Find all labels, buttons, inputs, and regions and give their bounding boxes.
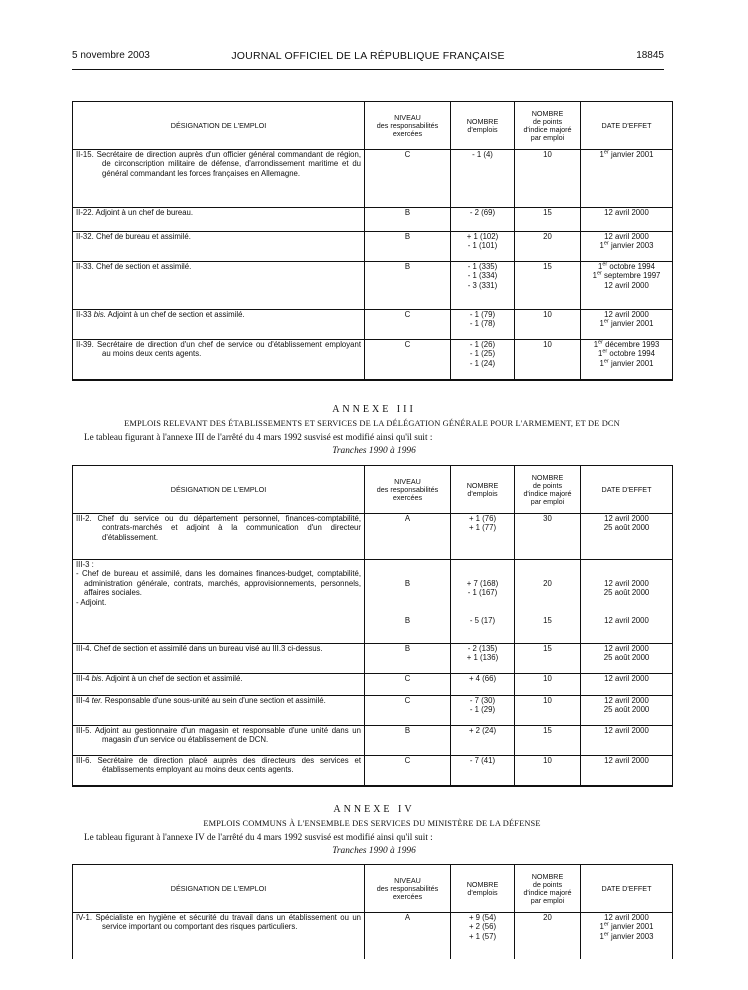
designation-cell (73, 262, 365, 310)
journal-title: JOURNAL OFFICIEL DE LA RÉPUBLIQUE FRANÇAISE (231, 50, 505, 62)
nombre-value: - 1 (167) (467, 588, 498, 598)
niveau-cell (365, 208, 451, 232)
designation-entry (76, 560, 361, 607)
col-nombre-line: d'emplois (467, 887, 498, 897)
points-value: 15 (543, 644, 552, 653)
emploi-text: Chef de section et assimilé dans un bureau visé au III.3 ci-dessus. (93, 644, 323, 653)
date-value: 1er septembre 1997 (592, 270, 661, 281)
designation-entry (76, 756, 361, 775)
nombre-cell (451, 514, 515, 560)
nombre-cell (451, 262, 515, 310)
designation-entry (76, 913, 361, 932)
nombre-cell (451, 644, 515, 674)
col-points (515, 102, 581, 150)
points-value: 10 (543, 756, 552, 765)
col-niveau (365, 865, 451, 913)
emploi-code: III-6. (76, 756, 92, 765)
date-cell (581, 208, 673, 232)
date-value: 1er janvier 2001 (599, 921, 654, 932)
points-cell (515, 208, 581, 232)
emploi-subitem: - Adjoint. (76, 597, 107, 607)
points-value: 20 (543, 913, 552, 922)
emploi-text: Secrétaire de direction placé auprès des directeurs des services et établissements employant au moins deux cents agents. (97, 756, 361, 775)
emploi-text: Chef de bureau et assimilé. (95, 232, 191, 241)
col-nombre-line: d'emplois (467, 124, 498, 134)
date-cell (581, 726, 673, 756)
nombre-value: - 1 (335) (467, 262, 498, 271)
emploi-text: Responsable d'une sous-unité au sein d'une section et assimilé. (104, 696, 326, 705)
col-niveau-line: des responsabilités (376, 484, 439, 494)
designation-cell (73, 644, 365, 674)
date-value: 12 avril 2000 (604, 232, 649, 241)
col-designation: DÉSIGNATION DE L'EMPLOI (73, 466, 365, 514)
col-nombre-line: NOMBRE (466, 480, 499, 490)
table-annex-3 (72, 465, 673, 787)
table-row (73, 644, 673, 674)
nombre-cell (451, 208, 515, 232)
niveau-value: A (404, 514, 411, 523)
col-nombre-line: d'emplois (467, 488, 498, 498)
niveau-cell (365, 913, 451, 959)
emploi-code: II-22. (76, 208, 94, 217)
date-value: 12 avril 2000 (604, 616, 649, 626)
nombre-cell (451, 310, 515, 340)
col-points-line: de points (532, 879, 563, 889)
points-value: 20 (543, 232, 552, 241)
date-value: 12 avril 2000 (604, 756, 649, 765)
points-cell (515, 310, 581, 340)
date-value: 25 août 2000 (603, 588, 650, 598)
date-value: 12 avril 2000 (604, 644, 649, 653)
niveau-value: C (404, 756, 411, 765)
niveau-value: B (404, 232, 411, 241)
table-header-row (73, 466, 673, 514)
date-value: 12 avril 2000 (604, 674, 649, 683)
table-row (73, 262, 673, 310)
table-row (73, 756, 673, 786)
col-points-line: par emploi (530, 895, 565, 905)
nombre-cell (451, 232, 515, 262)
niveau-cell (365, 674, 451, 696)
date-value: 1er janvier 2001 (599, 149, 654, 159)
table-row (73, 674, 673, 696)
col-niveau-line: des responsabilités (376, 120, 439, 130)
page-number: 18845 (636, 50, 664, 61)
emploi-text: Chef de section et assimilé. (95, 262, 192, 271)
niveau-cell (365, 262, 451, 310)
designation-cell (73, 560, 365, 644)
col-points-line: NOMBRE (531, 871, 564, 881)
niveau-value: B (404, 208, 411, 217)
annex-3-text: Le tableau figurant à l'annexe III de l'arrêté du 4 mars 1992 susvisé est modifié ainsi qu'il suit : (84, 432, 433, 442)
nombre-cell (451, 560, 515, 644)
nombre-value: - 1 (26) (469, 340, 496, 349)
date-cell (581, 514, 673, 560)
niveau-cell (365, 514, 451, 560)
col-date: DATE D'EFFET (581, 865, 673, 913)
table-annex-4 (72, 864, 673, 959)
points-cell (515, 514, 581, 560)
niveau-cell (365, 560, 451, 644)
nombre-value: - 1 (24) (469, 358, 496, 368)
points-cell (515, 262, 581, 310)
emploi-code-suffix: ter. (91, 696, 103, 705)
col-niveau (365, 466, 451, 514)
nombre-value: - 1 (101) (467, 241, 498, 251)
designation-cell (73, 310, 365, 340)
date-cell (581, 644, 673, 674)
designation-entry (76, 674, 361, 683)
annex-3-tranche: Tranches 1990 à 1996 (332, 446, 416, 456)
nombre-value: + 7 (168) (466, 579, 499, 588)
designation-entry (76, 262, 361, 271)
niveau-cell (365, 696, 451, 726)
col-nombre (451, 466, 515, 514)
date-value: 25 août 2000 (603, 705, 650, 715)
col-niveau (365, 102, 451, 150)
date-value: 1er janvier 2003 (599, 240, 654, 251)
col-niveau-line: exercées (392, 128, 423, 138)
nombre-value: - 1 (25) (469, 349, 496, 359)
col-points-line: par emploi (530, 496, 565, 506)
nombre-value: - 1 (79) (469, 310, 496, 319)
annex-4-subtitle: EMPLOIS COMMUNS À L'ENSEMBLE DES SERVICES DU MINISTÈRE DE LA DÉFENSE (203, 819, 541, 828)
annex-3-title: ANNEXE III (332, 404, 416, 415)
niveau-value: B (404, 726, 411, 735)
designation-entry (76, 514, 361, 542)
table-header-row (73, 865, 673, 913)
nombre-value: - 1 (334) (467, 271, 498, 281)
nombre-value: - 2 (69) (469, 208, 496, 217)
emploi-code: III-3 : (76, 560, 94, 569)
designation-cell (73, 208, 365, 232)
emploi-code: III-4 (76, 674, 90, 683)
points-value: 30 (543, 514, 552, 523)
niveau-value: C (404, 150, 411, 159)
nombre-cell (451, 696, 515, 726)
niveau-cell (365, 726, 451, 756)
nombre-value: - 1 (4) (472, 150, 493, 159)
col-niveau-line: NIVEAU (394, 112, 421, 122)
points-cell (515, 150, 581, 208)
date-cell (581, 756, 673, 786)
points-value: 10 (543, 150, 552, 159)
table-row (73, 696, 673, 726)
date-value: 12 avril 2000 (604, 696, 649, 705)
table-annex-2-continued (72, 101, 673, 381)
nombre-cell (451, 674, 515, 696)
nombre-value: + 9 (54) (468, 913, 497, 922)
col-date: DATE D'EFFET (581, 466, 673, 514)
points-value: 15 (543, 616, 552, 626)
table-header-row (73, 102, 673, 150)
date-cell (581, 232, 673, 262)
designation-entry (76, 340, 361, 359)
nombre-cell (451, 726, 515, 756)
nombre-value: + 4 (66) (468, 674, 497, 683)
col-points-line: NOMBRE (531, 472, 564, 482)
table-row (73, 560, 673, 644)
date-cell (581, 340, 673, 380)
designation-entry (76, 696, 361, 705)
col-niveau-line: NIVEAU (394, 875, 421, 885)
nombre-value: + 2 (56) (468, 922, 497, 932)
col-points-line: par emploi (530, 132, 565, 142)
date-cell (581, 913, 673, 959)
points-cell (515, 232, 581, 262)
col-designation: DÉSIGNATION DE L'EMPLOI (73, 102, 365, 150)
designation-entry (76, 726, 361, 745)
emploi-code: II-33 (76, 310, 92, 319)
nombre-value: + 1 (76) (468, 514, 497, 523)
col-points-line: d'indice majoré (523, 488, 572, 498)
points-value: 15 (543, 208, 552, 217)
table-row (73, 232, 673, 262)
designation-cell (73, 726, 365, 756)
designation-entry (76, 644, 361, 653)
emploi-code-suffix: bis. (93, 310, 106, 319)
date-value: 1er janvier 2001 (599, 318, 654, 329)
date-value: 12 avril 2000 (604, 280, 649, 290)
nombre-value: + 1 (136) (466, 653, 499, 663)
designation-entry (76, 150, 361, 178)
annex-4-title: ANNEXE IV (333, 804, 415, 815)
points-value: 20 (543, 579, 552, 588)
emploi-text: Secrétaire de direction d'un chef de service ou d'établissement employant au moins deux cents agents. (97, 340, 362, 359)
emploi-code: III-2. (76, 514, 92, 523)
annex-4-text: Le tableau figurant à l'annexe IV de l'arrêté du 4 mars 1992 susvisé est modifié ainsi qu'il suit : (84, 832, 433, 842)
date-cell (581, 674, 673, 696)
date-value: 1er janvier 2001 (599, 358, 654, 368)
col-nombre-line: NOMBRE (466, 116, 499, 126)
nombre-value: - 7 (41) (469, 756, 496, 765)
nombre-value: + 1 (77) (468, 523, 497, 533)
col-points-line: de points (532, 480, 563, 490)
date-value: 25 août 2000 (603, 523, 650, 533)
nombre-cell (451, 150, 515, 208)
niveau-value: C (404, 696, 411, 705)
designation-entry (76, 310, 361, 319)
header-rule (72, 69, 664, 70)
designation-cell (73, 674, 365, 696)
points-value: 15 (543, 262, 552, 271)
emploi-code: II-39. (76, 340, 94, 349)
emploi-code: II-32. (76, 232, 94, 241)
nombre-value: - 3 (331) (467, 280, 498, 290)
emploi-text: Adjoint à un chef de section et assimilé. (105, 674, 243, 683)
date-value: 12 avril 2000 (604, 579, 649, 588)
col-points (515, 466, 581, 514)
col-points-line: de points (532, 116, 563, 126)
points-cell (515, 913, 581, 959)
niveau-cell (365, 150, 451, 208)
col-niveau-line: exercées (392, 492, 423, 502)
niveau-cell (365, 756, 451, 786)
col-niveau-line: NIVEAU (394, 476, 421, 486)
table-row (73, 726, 673, 756)
col-niveau-line: exercées (392, 891, 423, 901)
designation-cell (73, 696, 365, 726)
nombre-value: - 7 (30) (469, 696, 496, 705)
emploi-text: Secrétaire de direction auprès d'un officier général commandant de région, de circonscription militaire de défense, d'arrondissement maritime et du général commandant les forces françaises en Allemagne. (96, 150, 361, 178)
points-value: 15 (543, 726, 552, 735)
points-cell (515, 726, 581, 756)
nombre-value: + 1 (102) (466, 232, 499, 241)
points-cell (515, 340, 581, 380)
col-designation: DÉSIGNATION DE L'EMPLOI (73, 865, 365, 913)
emploi-text: Chef du service ou du département personnel, finances-comptabilité, contrats-marchés et adjoint à la communication d'un directeur d'établissement. (97, 514, 361, 542)
niveau-value: B (404, 262, 411, 271)
points-value: 10 (543, 696, 552, 705)
date-value: 25 août 2000 (603, 653, 650, 663)
nombre-value: - 1 (78) (469, 319, 496, 329)
emploi-text: Adjoint au gestionnaire d'un magasin et responsable d'une unité dans un magasin d'un service ou établissement de DCN. (94, 726, 361, 745)
issue-date: 5 novembre 2003 (72, 50, 150, 61)
niveau-value: A (404, 913, 411, 922)
col-nombre (451, 865, 515, 913)
table-row (73, 310, 673, 340)
date-value: 1er janvier 2003 (599, 931, 654, 941)
emploi-code: II-15. (76, 150, 94, 159)
niveau-cell (365, 340, 451, 380)
nombre-value: - 1 (29) (469, 705, 496, 715)
date-value: 12 avril 2000 (604, 913, 649, 922)
points-cell (515, 696, 581, 726)
annex-3-subtitle: EMPLOIS RELEVANT DES ÉTABLISSEMENTS ET SERVICES DE LA DÉLÉGATION GÉNÉRALE POUR L'ARMEMENT, ET DE DCN (124, 419, 620, 428)
points-value: 10 (543, 310, 552, 319)
niveau-cell (365, 644, 451, 674)
date-value: 12 avril 2000 (604, 514, 649, 523)
points-cell (515, 644, 581, 674)
emploi-code: II-33. (76, 262, 94, 271)
designation-cell (73, 756, 365, 786)
emploi-subitem: - Chef de bureau et assimilé, dans les domaines finances-budget, comptabilité, administration générale, contrats, marchés, approvisionnements, personnels, affaires sociales. (76, 569, 361, 598)
col-points-line: d'indice majoré (523, 124, 572, 134)
niveau-value: B (404, 644, 411, 653)
date-cell (581, 262, 673, 310)
col-nombre (451, 102, 515, 150)
date-cell (581, 560, 673, 644)
emploi-code: III-4 (76, 696, 90, 705)
col-date: DATE D'EFFET (581, 102, 673, 150)
niveau-cell (365, 232, 451, 262)
table-row (73, 150, 673, 208)
date-value: 12 avril 2000 (604, 726, 649, 735)
col-niveau-line: des responsabilités (376, 883, 439, 893)
running-header (72, 50, 664, 64)
designation-cell (73, 514, 365, 560)
table-row (73, 340, 673, 380)
points-cell (515, 756, 581, 786)
designation-cell (73, 232, 365, 262)
designation-cell (73, 340, 365, 380)
table-row (73, 208, 673, 232)
designation-entry (76, 208, 361, 217)
table-row (73, 913, 673, 959)
niveau-value: C (404, 340, 411, 349)
emploi-text: Adjoint à un chef de section et assimilé. (107, 310, 245, 319)
emploi-text: Spécialiste en hygiène et sécurité du travail dans un établissement ou un service important ou comportant des risques particuliers. (95, 913, 361, 932)
col-points-line: NOMBRE (531, 108, 564, 118)
date-cell (581, 310, 673, 340)
date-value: 12 avril 2000 (604, 208, 649, 217)
points-cell (515, 560, 581, 644)
niveau-value: C (404, 674, 411, 683)
points-cell (515, 674, 581, 696)
niveau-cell (365, 310, 451, 340)
nombre-cell (451, 913, 515, 959)
nombre-value: - 5 (17) (469, 616, 496, 626)
emploi-code-suffix: bis. (91, 674, 104, 683)
emploi-code: III-4. (76, 644, 92, 653)
niveau-value: B (404, 616, 411, 626)
date-cell (581, 150, 673, 208)
niveau-value: B (404, 579, 411, 588)
date-value: 1er octobre 1994 (598, 261, 655, 271)
emploi-text: Adjoint à un chef de bureau. (95, 208, 194, 217)
designation-entry (76, 232, 361, 241)
emploi-code: III-5. (76, 726, 92, 735)
nombre-value: + 1 (57) (468, 931, 497, 941)
designation-cell (73, 913, 365, 959)
nombre-value: - 2 (135) (467, 644, 498, 653)
col-points-line: d'indice majoré (523, 887, 572, 897)
points-value: 10 (543, 674, 552, 683)
designation-cell (73, 150, 365, 208)
table-row (73, 514, 673, 560)
points-value: 10 (543, 340, 552, 349)
date-value: 1er décembre 1993 (593, 339, 660, 349)
nombre-cell (451, 340, 515, 380)
col-points (515, 865, 581, 913)
col-nombre-line: NOMBRE (466, 879, 499, 889)
date-value: 12 avril 2000 (604, 310, 649, 319)
nombre-cell (451, 756, 515, 786)
niveau-value: C (404, 310, 411, 319)
date-cell (581, 696, 673, 726)
date-value: 1er octobre 1994 (598, 348, 655, 359)
annex-4-tranche: Tranches 1990 à 1996 (332, 846, 416, 856)
emploi-code: IV-1. (76, 913, 93, 922)
nombre-value: + 2 (24) (468, 726, 497, 735)
